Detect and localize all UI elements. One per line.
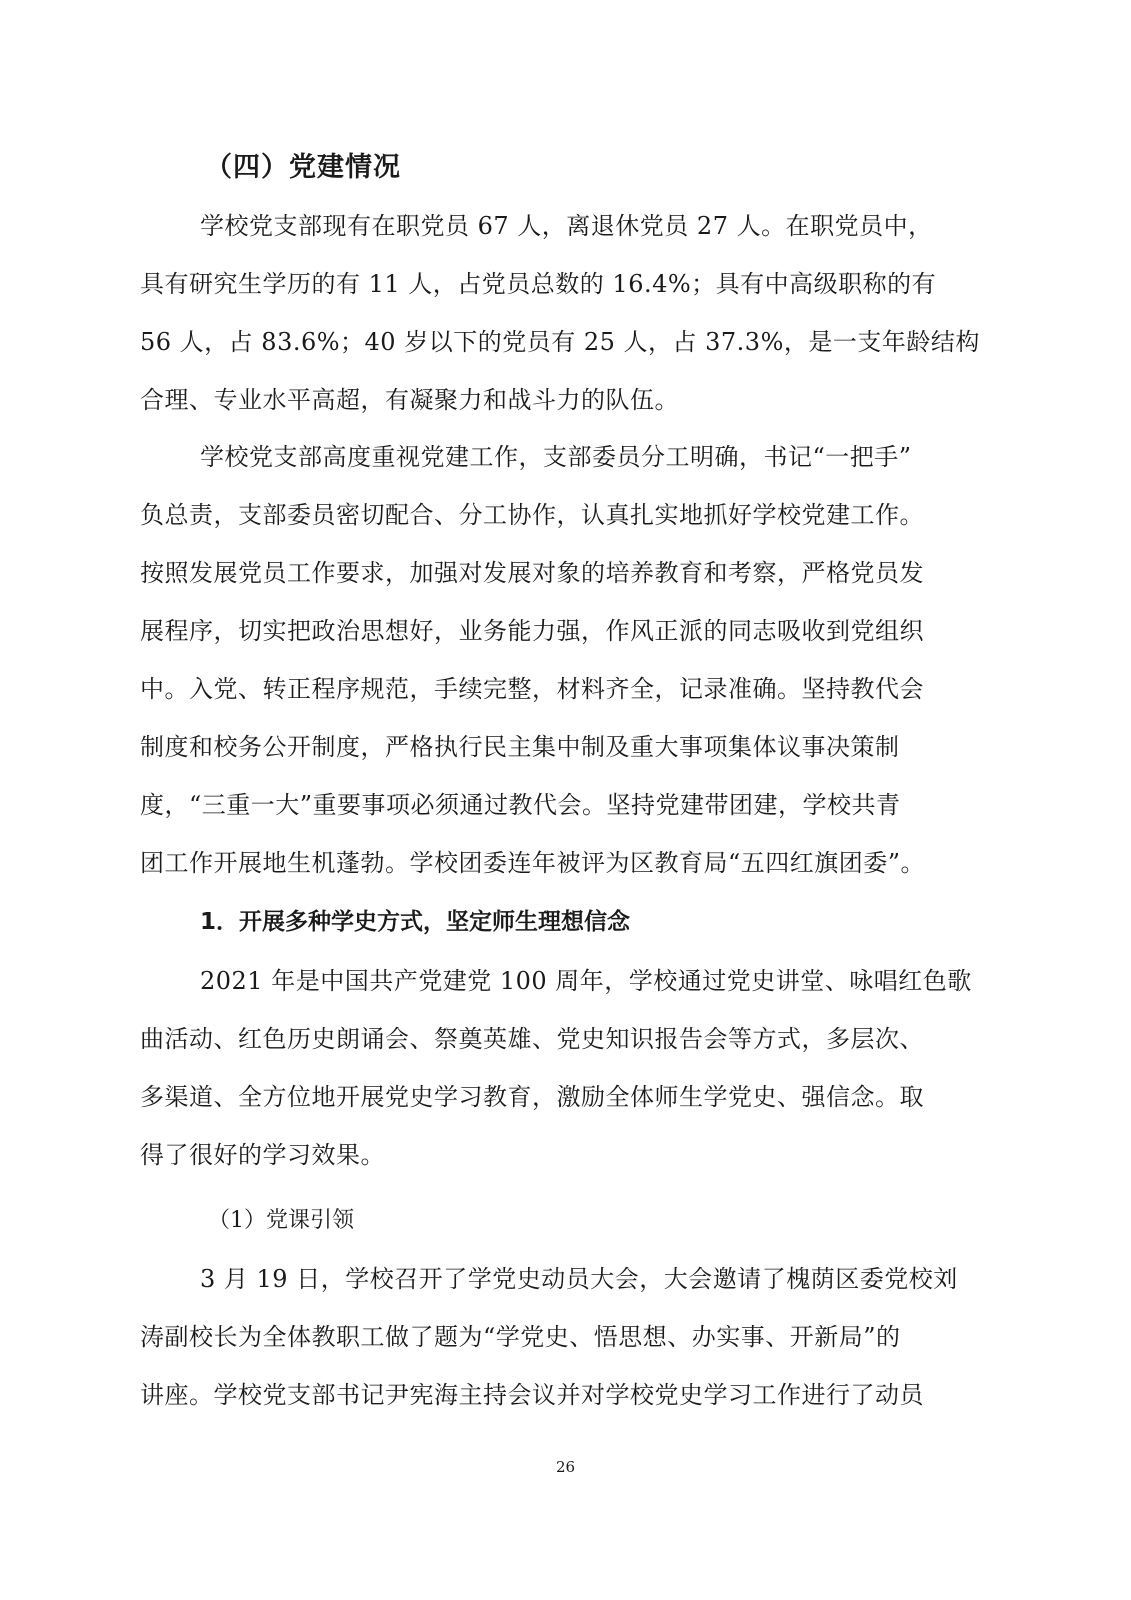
paragraph-line: 讲座。学校党支部书记尹宪海主持会议并对学校党史学习工作进行了动员: [140, 1381, 924, 1409]
paragraph-line: 2021 年是中国共产党建党 100 周年，学校通过党史讲堂、咏唱红色歌: [200, 967, 972, 995]
paragraph-line: 展程序，切实把政治思想好，业务能力强，作风正派的同志吸收到党组织: [140, 617, 924, 645]
paragraph-line: 学校党支部现有在职党员 67 人，离退休党员 27 人。在职党员中，: [200, 212, 933, 240]
paragraph-line: 56 人，占 83.6%；40 岁以下的党员有 25 人，占 37.3%，是一支年龄结构: [140, 328, 980, 356]
paragraph-line: 涛副校长为全体教职工做了题为“学党史、悟思想、办实事、开新局”的: [140, 1323, 901, 1351]
paragraph-line: 负总责，支部委员密切配合、分工协作，认真扎实地抓好学校党建工作。: [140, 501, 924, 529]
paragraph-line: 具有研究生学历的有 11 人，占党员总数的 16.4%；具有中高级职称的有: [140, 270, 937, 298]
paragraph-line: 多渠道、全方位地开展党史学习教育，激励全体师生学党史、强信念。取: [140, 1083, 924, 1111]
paragraph-line: 团工作开展地生机蓬勃。学校团委连年被评为区教育局“五四红旗团委”。: [140, 849, 926, 877]
subsection-heading: 1．开展多种学史方式，坚定师生理想信念: [200, 909, 631, 935]
paragraph-line: 合理、专业水平高超，有凝聚力和战斗力的队伍。: [140, 386, 679, 414]
page-number: 26: [555, 1458, 576, 1476]
subsubsection-heading: （1）党课引领: [208, 1208, 354, 1233]
section-heading: （四）党建情况: [205, 152, 401, 183]
paragraph-line: 学校党支部高度重视党建工作，支部委员分工明确，书记“一把手”: [200, 443, 912, 471]
paragraph-line: 3 月 19 日，学校召开了学党史动员大会，大会邀请了槐荫区委党校刘: [200, 1265, 958, 1293]
paragraph-line: 按照发展党员工作要求，加强对发展对象的培养教育和考察，严格党员发: [140, 559, 924, 587]
paragraph-line: 制度和校务公开制度，严格执行民主集中制及重大事项集体议事决策制: [140, 733, 900, 761]
paragraph-line: 度，“三重一大”重要事项必须通过教代会。坚持党建带团建，学校共青: [140, 791, 901, 819]
paragraph-line: 曲活动、红色历史朗诵会、祭奠英雄、党史知识报告会等方式，多层次、: [140, 1025, 924, 1053]
paragraph-line: 中。入党、转正程序规范，手续完整，材料齐全，记录准确。坚持教代会: [140, 675, 924, 703]
paragraph-line: 得了很好的学习效果。: [140, 1141, 385, 1169]
